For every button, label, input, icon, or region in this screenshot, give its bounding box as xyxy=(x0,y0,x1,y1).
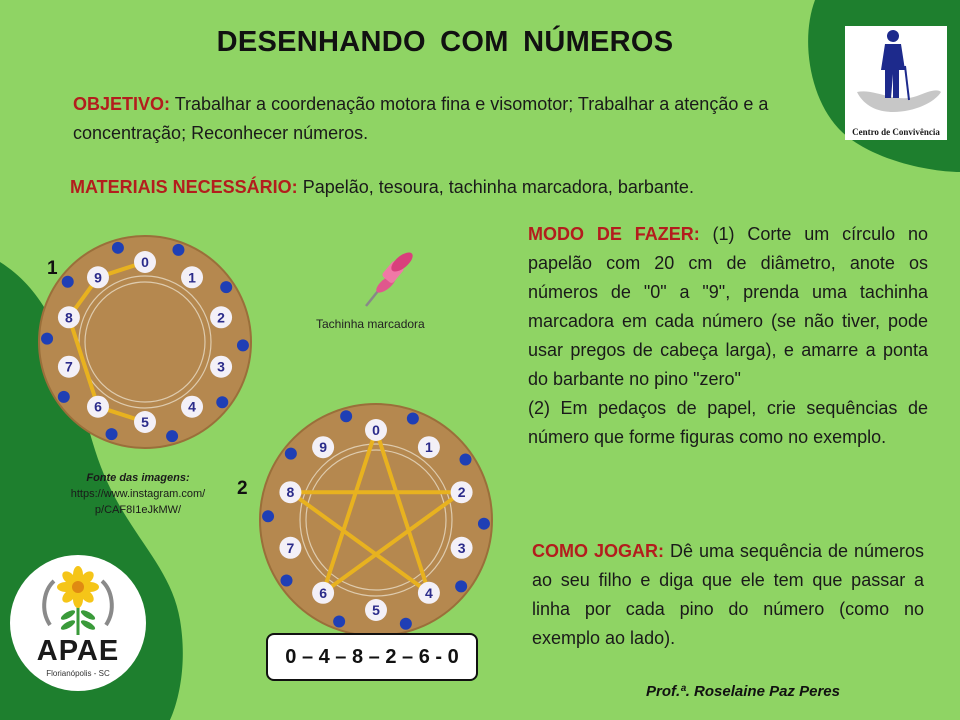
board-number: 6 xyxy=(94,398,102,415)
board-pin xyxy=(166,430,178,442)
board-pin xyxy=(459,454,471,466)
board-pin xyxy=(400,618,412,630)
sequence-box: 0 – 4 – 8 – 2 – 6 - 0 xyxy=(266,633,478,681)
tachinha-caption: Tachinha marcadora xyxy=(316,317,425,331)
modo-paragraph xyxy=(528,220,928,452)
board-number: 9 xyxy=(319,439,327,456)
modo-label: MODO DE FAZER: xyxy=(528,224,700,244)
jogar-label: COMO JOGAR: xyxy=(532,541,664,561)
board-number: 9 xyxy=(94,269,102,286)
flower-icon xyxy=(10,555,146,641)
image-1-label: 1 xyxy=(47,258,58,279)
materiais-label: MATERIAIS NECESSÁRIO: xyxy=(70,177,298,197)
board-number: 7 xyxy=(65,358,73,375)
board-number: 5 xyxy=(372,602,380,618)
board-number: 0 xyxy=(372,422,380,438)
board-pin xyxy=(106,428,118,440)
board-pin xyxy=(285,448,297,460)
centro-logo-text: Centro de Convivência xyxy=(852,127,940,137)
board-number: 2 xyxy=(457,484,466,501)
board-number: 3 xyxy=(457,539,466,556)
materiais-paragraph xyxy=(70,173,830,202)
modo-text-2: (2) Em pedaços de papel, crie sequências de número que forme figuras como no exemplo. xyxy=(528,398,928,447)
materiais-text: Papelão, tesoura, tachinha marcadora, barbante. xyxy=(297,177,694,197)
page-title: DESENHANDO COM NÚMEROS xyxy=(216,26,674,58)
board-number: 4 xyxy=(188,398,196,415)
board-number: 7 xyxy=(286,539,295,556)
board-pin xyxy=(455,580,467,592)
board-pin xyxy=(407,412,419,424)
board-pin xyxy=(262,510,274,522)
jogar-text: Dê uma sequência de números ao seu filho e diga que ele tem que passar a linha por cada pino do número (como no exemplo ao lado). xyxy=(532,541,924,648)
objetivo-text: Trabalhar a coordenação motora fina e visomotor; Trabalhar a atenção e a concentração; Reconhecer números. xyxy=(73,94,769,143)
image-source-url-1: https://www.instagram.com/ xyxy=(70,488,206,500)
board-1-image xyxy=(35,232,255,452)
centro-convivencia-logo xyxy=(845,26,947,140)
jogar-paragraph xyxy=(532,537,924,653)
board-number: 6 xyxy=(319,584,327,601)
image-source xyxy=(48,470,228,518)
board-number: 8 xyxy=(286,484,295,501)
elderly-person-icon xyxy=(845,26,947,122)
board-number: 5 xyxy=(141,414,149,430)
board-pin xyxy=(281,574,293,586)
board-pin xyxy=(478,518,490,530)
image-2-label: 2 xyxy=(237,478,248,499)
objetivo-paragraph xyxy=(73,90,803,148)
image-source-url-2: p/CAF8I1eJkMW/ xyxy=(94,504,182,516)
board-number: 0 xyxy=(141,254,149,270)
board-pin xyxy=(237,339,249,351)
board-number: 3 xyxy=(217,358,225,375)
board-pin xyxy=(220,281,232,293)
apae-city-text: Florianópolis - SC xyxy=(46,669,110,678)
board-pin xyxy=(62,276,74,288)
apae-logo-text: APAE xyxy=(36,635,120,667)
objetivo-label: OBJETIVO: xyxy=(73,94,171,114)
board-number: 4 xyxy=(425,584,433,601)
author-credit: Prof.ª. Roselaine Paz Peres xyxy=(646,683,840,700)
board-2-image xyxy=(256,400,496,640)
board-pin xyxy=(333,616,345,628)
board-pin xyxy=(172,244,184,256)
board-number: 2 xyxy=(217,309,225,326)
board-pin xyxy=(58,391,70,403)
board-pin xyxy=(216,396,228,408)
image-source-title: Fonte das imagens: xyxy=(86,472,190,484)
board-pin xyxy=(340,410,352,422)
apae-logo xyxy=(10,555,146,691)
board-number: 1 xyxy=(425,439,433,456)
board-number: 8 xyxy=(65,309,73,326)
pushpin-icon xyxy=(352,248,422,318)
modo-text: (1) Corte um círculo no papelão com 20 cm de diâmetro, anote os números de "0" a "9", prenda uma tachinha marcadora em cada número (se não tiver, pode usar pregos de cabeça larga), e amarre a ponta do barbante no pino "zero" xyxy=(528,224,929,389)
board-number: 1 xyxy=(188,269,196,286)
board-pin xyxy=(112,242,124,254)
board-pin xyxy=(41,333,53,345)
